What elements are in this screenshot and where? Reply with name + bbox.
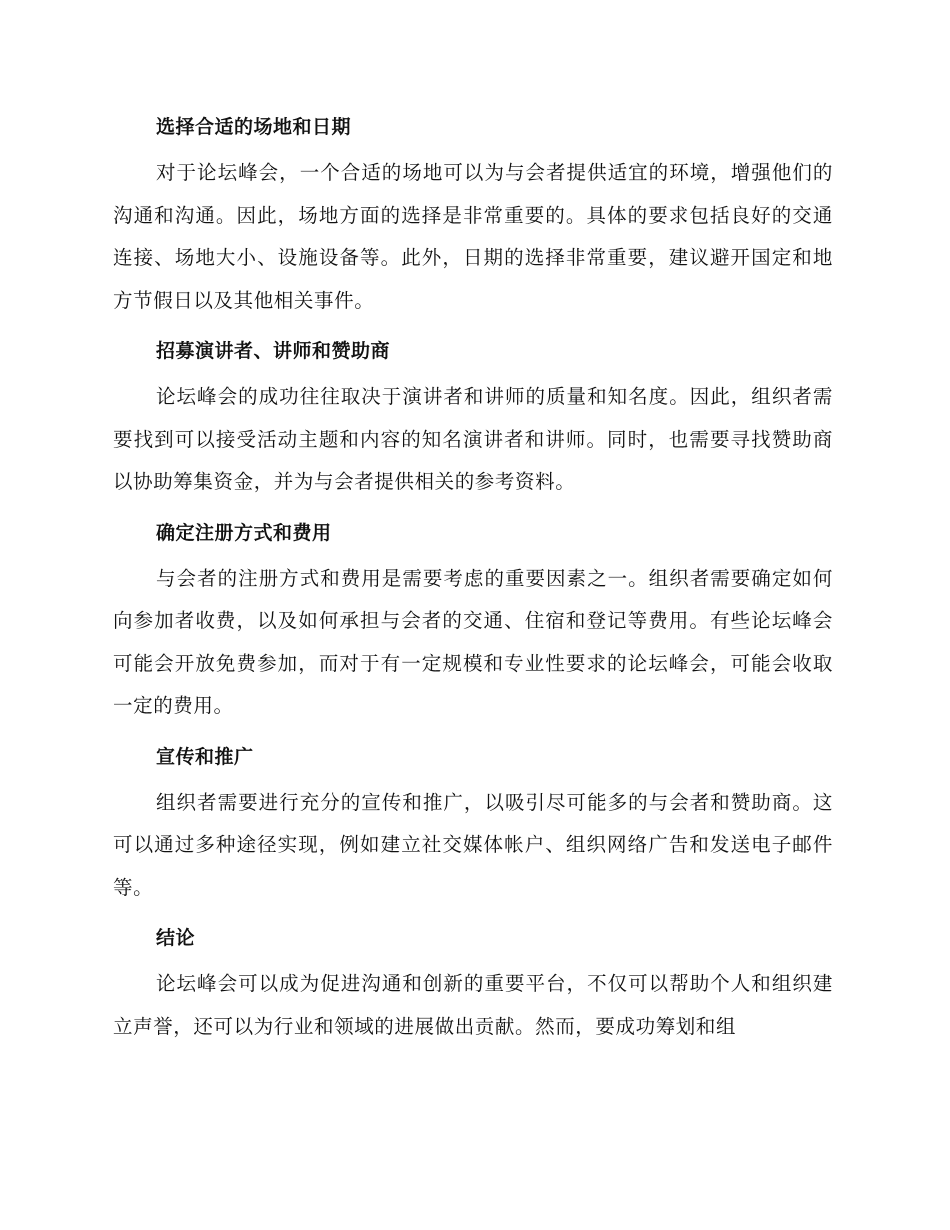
section-paragraph-promotion: 组织者需要进行充分的宣传和推广，以吸引尽可能多的与会者和赞助商。这可以通过多种途径实现，例如建立社交媒体帐户、组织网络广告和发送电子邮件等。 xyxy=(113,790,833,899)
section-heading-promotion: 宣传和推广 xyxy=(156,745,254,768)
document-body xyxy=(113,112,833,1048)
section-heading-conclusion: 结论 xyxy=(156,927,196,949)
section-heading-registration-fees: 确定注册方式和费用 xyxy=(156,521,332,544)
section-paragraph-registration-fees: 与会者的注册方式和费用是需要考虑的重要因素之一。组织者需要确定如何向参加者收费，以及如何承担与会者的交通、住宿和登记等费用。有些论坛峰会可能会开放免费参加，而对于有一定规模和专业性要求的论坛峰会，可能会收取一定的费用。 xyxy=(113,566,833,717)
section-paragraph-conclusion: 论坛峰会可以成为促进沟通和创新的重要平台，不仅可以帮助个人和组织建立声誉，还可以为行业和领域的进展做出贡献。然而，要成功筹划和组 xyxy=(113,972,833,1038)
section-paragraph-speakers-sponsors: 论坛峰会的成功往往取决于演讲者和讲师的质量和知名度。因此，组织者需要找到可以接受活动主题和内容的知名演讲者和讲师。同时，也需要寻找赞助商以协助筹集资金，并为与会者提供相关的参考资料。 xyxy=(113,385,833,493)
section-heading-venue-date: 选择合适的场地和日期 xyxy=(156,116,352,138)
section-heading-speakers-sponsors: 招募演讲者、讲师和赞助商 xyxy=(156,340,391,362)
section-paragraph-venue-date: 对于论坛峰会，一个合适的场地可以为与会者提供适宜的环境，增强他们的沟通和沟通。因此，场地方面的选择是非常重要的。具体的要求包括良好的交通连接、场地大小、设施设备等。此外，日期的选择非常重要，建议避开国定和地方节假日以及其他相关事件。 xyxy=(113,161,833,312)
